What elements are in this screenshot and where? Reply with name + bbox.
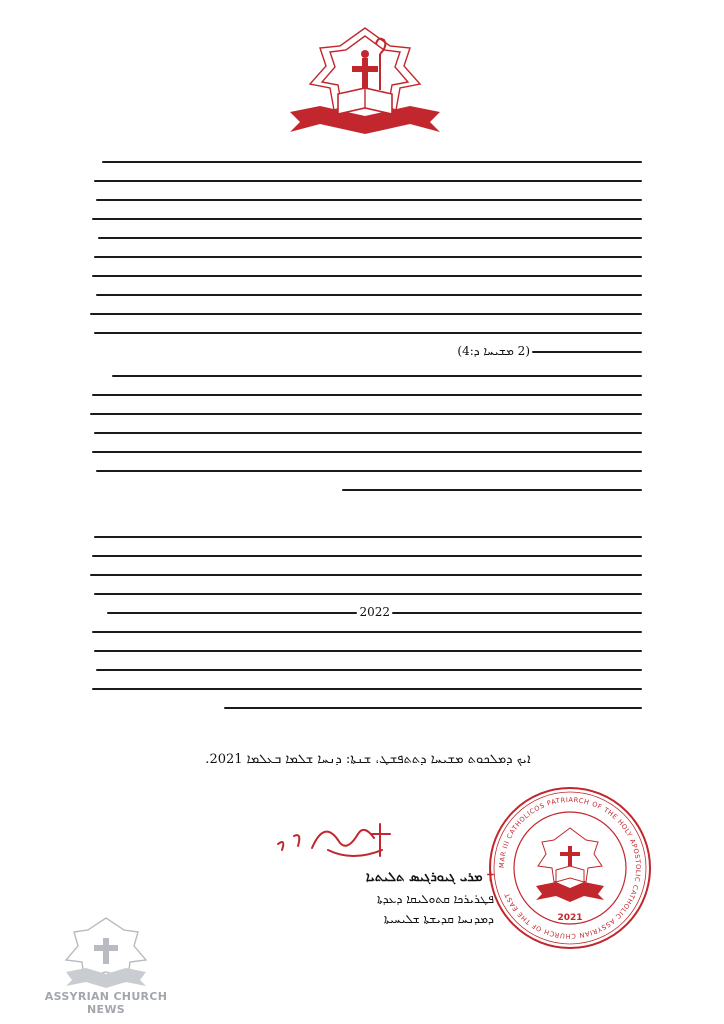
text-line [88, 660, 644, 679]
date-line: ܐܝܟ ܕܡܠܟܘܬ ܡܫܝܚܐ ܕܬܬܦܫܛ، ܫܢܬܐ: ܕܢܚܐ ܫܠܡܐ ܒܥܠܡܐ 2021. [205, 752, 531, 767]
citation: (2 ܡܫܝܚܐ ܕ:4) [457, 344, 530, 358]
watermark-text: ASSYRIAN CHURCH NEWS [44, 990, 168, 1016]
year-reference: 2022 [359, 605, 390, 619]
text-line [88, 698, 644, 717]
text-line [88, 266, 644, 285]
text-line [88, 423, 644, 442]
svg-text:MAR III CATHOLICOS PATRIARCH O: MAR III CATHOLICOS PATRIARCH OF THE HOLY APOSTOLIC CATHOLIC ASSYRIAN CHURCH OF THE EAST [497, 795, 643, 941]
text-line [88, 641, 644, 660]
signature-block [240, 870, 494, 932]
text-line [88, 480, 644, 499]
text-line [88, 171, 644, 190]
text-line [88, 527, 644, 546]
assyrian-church-news-watermark [36, 912, 176, 1016]
text-line [88, 323, 644, 342]
text-line [88, 546, 644, 565]
text-line [88, 247, 644, 266]
paragraph-1 [88, 152, 644, 361]
text-line [88, 285, 644, 304]
text-line [88, 304, 644, 323]
text-line [88, 584, 644, 603]
signatory-name: ✝ ܡܪܝ ܓܝܘܪܓܝܣ ܬܠܝܬܝܐ [365, 870, 494, 885]
text-line [88, 366, 644, 385]
text-line [88, 209, 644, 228]
cross-icon: ✝ [487, 870, 494, 885]
signatory-church: ܕܡܕܢܚܐ ܩܕܝܫܬܐ ܫܠܝܚܝܬܐ [383, 912, 494, 926]
text-line [88, 385, 644, 404]
text-line [88, 679, 644, 698]
text-line [88, 442, 644, 461]
paragraph-3 [88, 527, 644, 717]
seal-year: 2021 [557, 913, 583, 923]
official-seal-icon [486, 784, 654, 952]
text-line [88, 152, 644, 171]
text-line [88, 461, 644, 480]
signatory-title: ܦܛܪܝܪܟܐ ܩܬܘܠܝܩܐ ܕܥܕܬܐ [377, 892, 494, 906]
text-line [88, 603, 644, 622]
handwritten-signature [272, 814, 404, 870]
text-line [88, 228, 644, 247]
watermark-crest-icon [36, 912, 176, 990]
text-line [88, 190, 644, 209]
patriarchal-crest-icon [280, 24, 450, 140]
text-line [88, 622, 644, 641]
paragraph-2 [88, 366, 644, 499]
text-line [88, 404, 644, 423]
text-line [88, 342, 644, 361]
text-line [88, 565, 644, 584]
